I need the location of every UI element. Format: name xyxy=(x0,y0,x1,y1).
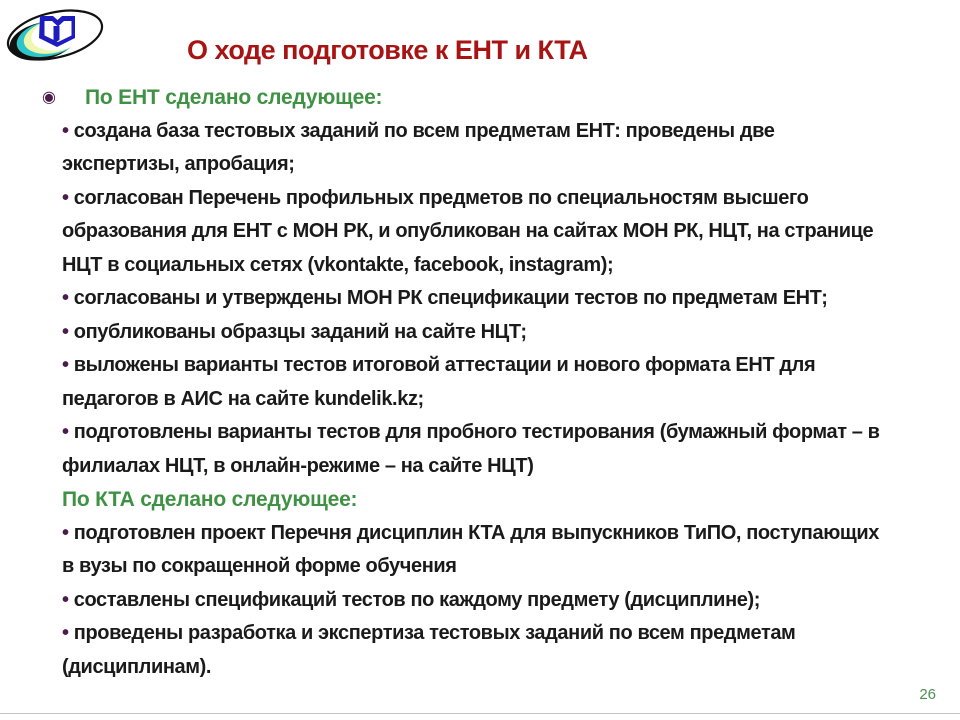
text-line: образования для ЕНТ с МОН РК, и опубликован на сайтах МОН РК, НЦТ, на странице xyxy=(62,220,874,242)
slide-title: О ходе подготовке к ЕНТ и КТА xyxy=(187,35,588,65)
text-line: НЦТ в социальных сетях (vkontakte, facebook, instagram); xyxy=(62,253,614,276)
bullet-item xyxy=(62,416,952,483)
bullet-item xyxy=(62,349,952,416)
section-heading xyxy=(42,81,952,115)
text-line: • проведены разработка и экспертиза тестовых заданий по всем предметам xyxy=(62,622,796,644)
bullet-marker-icon: • xyxy=(62,320,74,343)
text-line: • согласован Перечень профильных предметов по специальностям высшего xyxy=(62,186,809,209)
bullet-item xyxy=(62,282,952,316)
bullet-marker-icon: • xyxy=(62,622,74,644)
bullet-marker-icon: • xyxy=(62,588,74,611)
text-line: экспертизы, апробация; xyxy=(62,153,295,175)
bullet-item xyxy=(62,517,952,584)
text-line: • согласованы и утверждены МОН РК спецификации тестов по предметам ЕНТ; xyxy=(62,287,828,309)
text-line: По КТА сделано следующее: xyxy=(62,488,358,511)
text-line: в вузы по сокращенной форме обучения xyxy=(62,555,457,577)
text-line: ◉ По ЕНТ сделано следующее: xyxy=(85,81,952,115)
slide-content xyxy=(42,81,952,684)
bullet-marker-icon: • xyxy=(62,287,74,309)
open-book-emblem-graphic xyxy=(4,6,106,64)
text-line: • опубликованы образцы заданий на сайте НЦТ; xyxy=(62,320,527,343)
bullet-item xyxy=(62,617,952,684)
bullet-marker-icon: • xyxy=(62,119,74,142)
bullet-item xyxy=(62,115,952,182)
section-heading xyxy=(62,483,952,517)
bullet-marker-icon: • xyxy=(62,421,74,443)
bullet-marker-icon: • xyxy=(62,521,74,544)
bullet-marker-icon: • xyxy=(62,354,74,376)
text-line: • подготовлены варианты тестов для пробного тестирования (бумажный формат – в xyxy=(62,421,880,443)
text-line: • подготовлен проект Перечня дисциплин КТА для выпускников ТиПО, поступающих xyxy=(62,521,879,544)
ring-bullet-icon: ◉ xyxy=(42,89,61,106)
bullet-item xyxy=(62,182,952,283)
text-line: • создана база тестовых заданий по всем предметам ЕНТ: проведены две xyxy=(62,119,775,142)
bottom-divider xyxy=(0,713,960,714)
text-line: филиалах НЦТ, в онлайн-режиме – на сайте НЦТ) xyxy=(62,454,534,477)
text-line: • выложены варианты тестов итоговой аттестации и нового формата ЕНТ для xyxy=(62,354,816,376)
text-line: (дисциплинам). xyxy=(62,655,212,678)
text-line: • составлены спецификаций тестов по каждому предмету (дисциплине); xyxy=(62,588,760,611)
page-number: 26 xyxy=(919,686,936,703)
bullet-item xyxy=(62,584,952,618)
bullet-item xyxy=(62,316,952,350)
organization-logo xyxy=(4,6,106,64)
text-line: педагогов в АИС на сайте kundelik.kz; xyxy=(62,387,424,410)
bullet-marker-icon: • xyxy=(62,186,74,209)
